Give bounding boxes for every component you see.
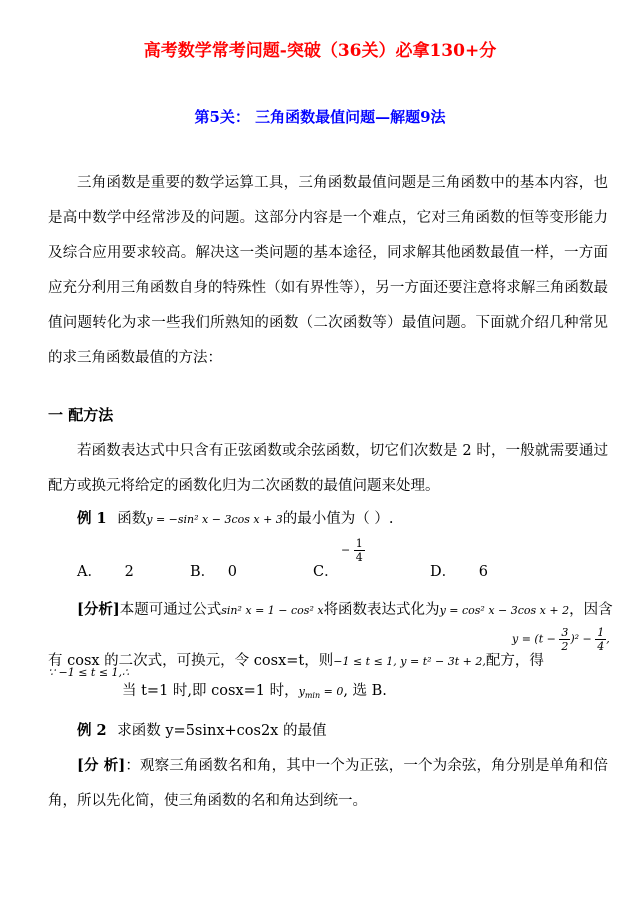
- analysis1-formula3: −1 ≤ t ≤ 1, y = t² − 3t + 2,: [333, 655, 486, 668]
- analysis2-text: ：观察三角函数名和角，其中一个为正弦，一个为余弦，角分别是单角和倍角，所以先化简，使三角函数的名和角达到统一。: [48, 758, 608, 809]
- analysis1-formula1: sin² x = 1 − cos² x: [221, 604, 324, 617]
- example1-label: 例 1: [77, 510, 107, 527]
- example1-line: [77, 501, 394, 537]
- analysis1-line2: 有 cosx 的二次式，可换元，令 cosx=t，则−1 ≤ t ≤ 1, y = t² − 3t + 2,配方，得: [48, 653, 544, 669]
- option-c-sign: −: [341, 543, 351, 557]
- example1-formula: y = −sin² x − 3cos x + 3: [146, 513, 283, 526]
- intro-paragraph: 三角函数是重要的数学运算工具，三角函数最值问题是三角函数中的基本内容，也是高中数学中经常涉及的问题。这部分内容是一个难点，它对三角函数的恒等变形能力及综合应用要求较高。解决这一类问题的基本途径，同求解其他函数最值一样，一方面应充分利用三角函数自身的特殊性（如有界性等），另一方面还要注意将求解三角函数最值问题转化为求一些我们所熟知的函数（二次函数等）最值问题。下面就介绍几种常见的求三角函数最值的方法：: [48, 175, 608, 366]
- analysis1-formula5: ∵ −1 ≤ t ≤ 1,∴: [48, 666, 130, 679]
- option-a-letter: A．: [77, 564, 102, 580]
- example2-line: [77, 713, 326, 749]
- option-b: [190, 555, 237, 590]
- option-d: [430, 555, 488, 590]
- example1-text-after: 的最小值为（ ）.: [282, 511, 394, 527]
- analysis1-formula6: $y_{min} = 0$: [298, 685, 344, 701]
- option-c-letter: C．: [313, 564, 339, 580]
- example2-text: 求函数 y=5sinx+cos2x 的最值: [117, 723, 327, 739]
- document-title: 高考数学常考问题-突破（36关）必拿130+分: [143, 41, 497, 61]
- section1-paragraph: 若函数表达式中只含有正弦函数或余弦函数，切它们次数是 2 时，一般就需要通过配方或换元将给定的函数化归为二次函数的最值问题来处理。: [48, 443, 608, 494]
- option-d-letter: D．: [430, 564, 457, 580]
- analysis1-formula2: y = cos² x − 3cos x + 2: [439, 604, 570, 617]
- option-c-value: [341, 537, 365, 564]
- analysis2-label: [分 析]: [77, 757, 126, 774]
- section-heading-1: 一 配方法: [48, 406, 114, 424]
- analysis1-label: [分析]: [77, 601, 120, 618]
- option-a-value: 2: [124, 564, 134, 580]
- option-b-letter: B．: [190, 564, 216, 580]
- option-c-fraction: $\frac{1}{4}$: [355, 537, 363, 564]
- example2-label: 例 2: [77, 722, 107, 739]
- option-d-value: 6: [478, 564, 488, 580]
- analysis1-line1: [分析]本题可通过公式sin² x = 1 − cos² x将函数表达式化为y = cos² x − 3cos x + 2，因含: [77, 601, 613, 618]
- option-c: [313, 555, 339, 590]
- option-b-value: 0: [227, 564, 237, 580]
- analysis1-formula4: y = (t − $\frac{3}{2}$ )² − $\frac{1}{4}$ ,: [512, 626, 610, 653]
- document-subtitle: 第5关： 三角函数最值问题—解题9法: [194, 108, 446, 126]
- analysis1-line3: 当 t=1 时,即 cosx=1 时，$y_{min} = 0$, 选 B.: [122, 683, 387, 701]
- option-a: [77, 555, 134, 590]
- example1-text-before: 函数: [117, 511, 147, 527]
- analysis2-paragraph: [48, 748, 608, 819]
